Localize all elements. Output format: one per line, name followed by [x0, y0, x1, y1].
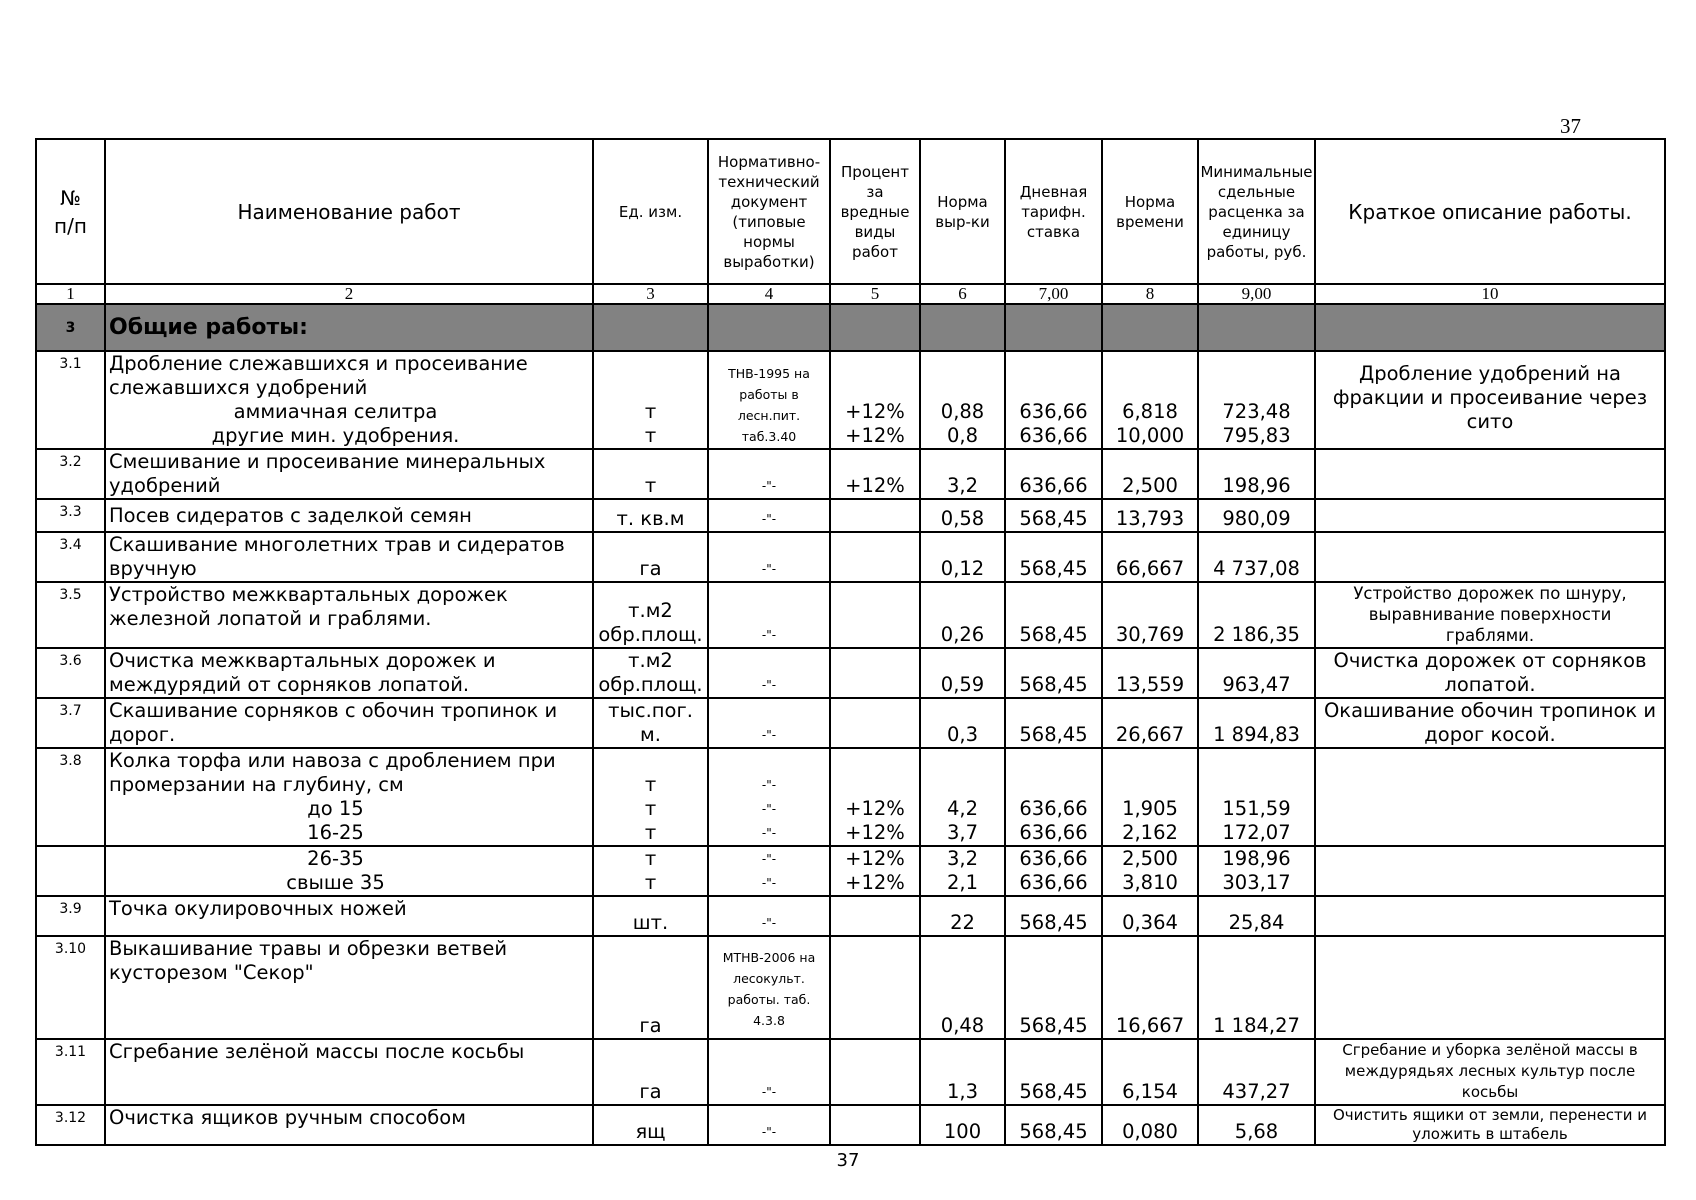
norm-output: 0,58	[920, 499, 1005, 532]
unit: ящ	[593, 1105, 708, 1145]
work-description: Устройство дорожек по шнуру, выравнивание поверхности граблями.	[1315, 582, 1665, 648]
work-description	[1315, 499, 1665, 532]
day-rate: 568,45	[1005, 532, 1102, 582]
table-row	[36, 351, 1665, 449]
work-description	[1315, 846, 1665, 896]
section-row	[36, 304, 1665, 351]
norm-output: 4,2 3,7	[920, 748, 1005, 846]
work-description: Очистить ящики от земли, перенести и уложить в штабель	[1315, 1105, 1665, 1145]
work-name: Выкашивание травы и обрезки ветвей кусторезом "Секор"	[105, 936, 593, 1039]
table-row	[36, 936, 1665, 1039]
min-price: 437,27	[1198, 1039, 1315, 1105]
norm-time: 13,559	[1102, 648, 1198, 698]
row-number: 3.10	[36, 936, 105, 1039]
row-number: 3.12	[36, 1105, 105, 1145]
unit: га	[593, 936, 708, 1039]
day-rate: 636,66 636,66	[1005, 748, 1102, 846]
column-number: 4	[708, 284, 830, 304]
norm-time: 66,667	[1102, 532, 1198, 582]
work-name: Точка окулировочных ножей	[105, 896, 593, 936]
row-number: 3.2	[36, 449, 105, 499]
min-price: 198,96	[1198, 449, 1315, 499]
row-number	[36, 846, 105, 896]
work-name: Сгребание зелёной массы после косьбы	[105, 1039, 593, 1105]
norm-output: 0,48	[920, 936, 1005, 1039]
min-price: 1 184,27	[1198, 936, 1315, 1039]
norm-document: МТНВ-2006 на лесокульт. работы. таб. 4.3.8	[708, 936, 830, 1039]
unit: шт.	[593, 896, 708, 936]
work-description	[1315, 532, 1665, 582]
work-name: Смешивание и просеивание минеральных удобрений	[105, 449, 593, 499]
norm-output: 22	[920, 896, 1005, 936]
norm-output: 100	[920, 1105, 1005, 1145]
work-name: Устройство межквартальных дорожек железной лопатой и граблями.	[105, 582, 593, 648]
min-price: 723,48 795,83	[1198, 351, 1315, 449]
percent	[830, 1105, 920, 1145]
percent	[830, 582, 920, 648]
percent	[830, 698, 920, 748]
column-number: 7,00	[1005, 284, 1102, 304]
work-name: Скашивание многолетних трав и сидератов вручную	[105, 532, 593, 582]
day-rate: 636,66 636,66	[1005, 846, 1102, 896]
norms-table	[35, 138, 1666, 1146]
work-name: Дробление слежавшихся и просеивание слежавшихся удобрений аммиачная селитра другие мин. удобрения.	[105, 351, 593, 449]
row-number: 3.5	[36, 582, 105, 648]
column-number: 8	[1102, 284, 1198, 304]
work-name: Колка торфа или навоза с дроблением при промерзании на глубину, см до 15 16-25	[105, 748, 593, 846]
percent: +12%	[830, 449, 920, 499]
header-no: № п/п	[36, 139, 105, 284]
column-number: 1	[36, 284, 105, 304]
norm-time: 6,154	[1102, 1039, 1198, 1105]
day-rate: 636,66 636,66	[1005, 351, 1102, 449]
min-price: 980,09	[1198, 499, 1315, 532]
min-price: 963,47	[1198, 648, 1315, 698]
row-number: 3.4	[36, 532, 105, 582]
norm-time: 2,500	[1102, 449, 1198, 499]
work-description	[1315, 748, 1665, 846]
percent	[830, 532, 920, 582]
column-numbers-row	[36, 284, 1665, 304]
norm-time: 0,364	[1102, 896, 1198, 936]
norm-time: 16,667	[1102, 936, 1198, 1039]
norm-document: -"- -"- -"-	[708, 748, 830, 846]
min-price: 151,59 172,07	[1198, 748, 1315, 846]
percent	[830, 648, 920, 698]
work-name: Посев сидератов с заделкой семян	[105, 499, 593, 532]
percent: +12% +12%	[830, 846, 920, 896]
norm-output: 0,59	[920, 648, 1005, 698]
row-number: 3.11	[36, 1039, 105, 1105]
day-rate: 568,45	[1005, 698, 1102, 748]
column-number: 2	[105, 284, 593, 304]
table-row	[36, 582, 1665, 648]
table-row	[36, 1039, 1665, 1105]
day-rate: 568,45	[1005, 1039, 1102, 1105]
row-number: 3.1	[36, 351, 105, 449]
norm-document: -"- -"-	[708, 846, 830, 896]
min-price: 1 894,83	[1198, 698, 1315, 748]
norm-document: -"-	[708, 1039, 830, 1105]
row-number: 3.6	[36, 648, 105, 698]
min-price: 4 737,08	[1198, 532, 1315, 582]
table-row	[36, 846, 1665, 896]
header-doc: Нормативно-технический документ (типовые нормы выработки)	[708, 139, 830, 284]
header-norm-output: Норма выр-ки	[920, 139, 1005, 284]
table-row	[36, 896, 1665, 936]
norm-document: -"-	[708, 648, 830, 698]
column-number: 5	[830, 284, 920, 304]
norm-document: -"-	[708, 582, 830, 648]
table-row	[36, 532, 1665, 582]
day-rate: 568,45	[1005, 648, 1102, 698]
unit: т.м2 обр.площ.	[593, 648, 708, 698]
header-unit: Ед. изм.	[593, 139, 708, 284]
work-description: Окашивание обочин тропинок и дорог косой.	[1315, 698, 1665, 748]
unit: т. кв.м	[593, 499, 708, 532]
header-row	[36, 139, 1665, 284]
norm-time: 26,667	[1102, 698, 1198, 748]
unit: т	[593, 449, 708, 499]
norm-document: -"-	[708, 1105, 830, 1145]
column-number: 9,00	[1198, 284, 1315, 304]
work-description: Дробление удобрений на фракции и просеивание через сито	[1315, 351, 1665, 449]
column-number: 6	[920, 284, 1005, 304]
min-price: 25,84	[1198, 896, 1315, 936]
norm-document: -"-	[708, 449, 830, 499]
work-description	[1315, 449, 1665, 499]
norm-time: 2,500 3,810	[1102, 846, 1198, 896]
unit: т т	[593, 846, 708, 896]
day-rate: 568,45	[1005, 1105, 1102, 1145]
percent	[830, 499, 920, 532]
page-number-bottom: 37	[836, 1150, 860, 1171]
min-price: 198,96 303,17	[1198, 846, 1315, 896]
table-row	[36, 499, 1665, 532]
norm-output: 1,3	[920, 1039, 1005, 1105]
norm-output: 0,26	[920, 582, 1005, 648]
norm-output: 0,88 0,8	[920, 351, 1005, 449]
percent	[830, 936, 920, 1039]
table-row	[36, 449, 1665, 499]
column-number: 10	[1315, 284, 1665, 304]
column-number: 3	[593, 284, 708, 304]
unit: га	[593, 1039, 708, 1105]
table-row	[36, 748, 1665, 846]
work-name: Скашивание сорняков с обочин тропинок и дорог.	[105, 698, 593, 748]
norm-output: 0,3	[920, 698, 1005, 748]
unit: га	[593, 532, 708, 582]
unit: т т т	[593, 748, 708, 846]
norm-document: -"-	[708, 499, 830, 532]
row-number: 3.8	[36, 748, 105, 846]
header-day-rate: Дневная тарифн. ставка	[1005, 139, 1102, 284]
norm-output: 3,2	[920, 449, 1005, 499]
day-rate: 568,45	[1005, 936, 1102, 1039]
norm-document: -"-	[708, 896, 830, 936]
work-name: Очистка ящиков ручным способом	[105, 1105, 593, 1145]
work-name: 26-35 свыше 35	[105, 846, 593, 896]
norm-document: -"-	[708, 532, 830, 582]
norm-time: 30,769	[1102, 582, 1198, 648]
min-price: 2 186,35	[1198, 582, 1315, 648]
work-description	[1315, 896, 1665, 936]
norm-time: 13,793	[1102, 499, 1198, 532]
page-number-top: 37	[1560, 114, 1581, 138]
percent	[830, 896, 920, 936]
work-description: Сгребание и уборка зелёной массы в междурядьях лесных культур после косьбы	[1315, 1039, 1665, 1105]
percent	[830, 1039, 920, 1105]
norm-time: 1,905 2,162	[1102, 748, 1198, 846]
unit: тыс.пог. м.	[593, 698, 708, 748]
unit: т.м2 обр.площ.	[593, 582, 708, 648]
norm-document: ТНВ-1995 на работы в лесн.пит. таб.3.40	[708, 351, 830, 449]
unit: т т	[593, 351, 708, 449]
row-number: 3.7	[36, 698, 105, 748]
percent: +12% +12%	[830, 748, 920, 846]
work-name: Очистка межквартальных дорожек и междурядий от сорняков лопатой.	[105, 648, 593, 698]
header-percent: Процент за вредные виды работ	[830, 139, 920, 284]
min-price: 5,68	[1198, 1105, 1315, 1145]
day-rate: 568,45	[1005, 582, 1102, 648]
section-title: Общие работы:	[105, 304, 593, 351]
row-number: 3.3	[36, 499, 105, 532]
norm-time: 0,080	[1102, 1105, 1198, 1145]
percent: +12% +12%	[830, 351, 920, 449]
norm-output: 3,2 2,1	[920, 846, 1005, 896]
day-rate: 636,66	[1005, 449, 1102, 499]
work-description: Очистка дорожек от сорняков лопатой.	[1315, 648, 1665, 698]
norm-output: 0,12	[920, 532, 1005, 582]
table-row	[36, 1105, 1665, 1145]
day-rate: 568,45	[1005, 499, 1102, 532]
norm-time: 6,818 10,000	[1102, 351, 1198, 449]
row-number: 3.9	[36, 896, 105, 936]
table-row	[36, 648, 1665, 698]
day-rate: 568,45	[1005, 896, 1102, 936]
table-row	[36, 698, 1665, 748]
header-min-price: Минимальные сдельные расценка за единицу работы, руб.	[1198, 139, 1315, 284]
norm-document: -"-	[708, 698, 830, 748]
header-name: Наименование работ	[105, 139, 593, 284]
header-norm-time: Норма времени	[1102, 139, 1198, 284]
header-description: Краткое описание работы.	[1315, 139, 1665, 284]
section-number: 3	[36, 304, 105, 351]
work-description	[1315, 936, 1665, 1039]
